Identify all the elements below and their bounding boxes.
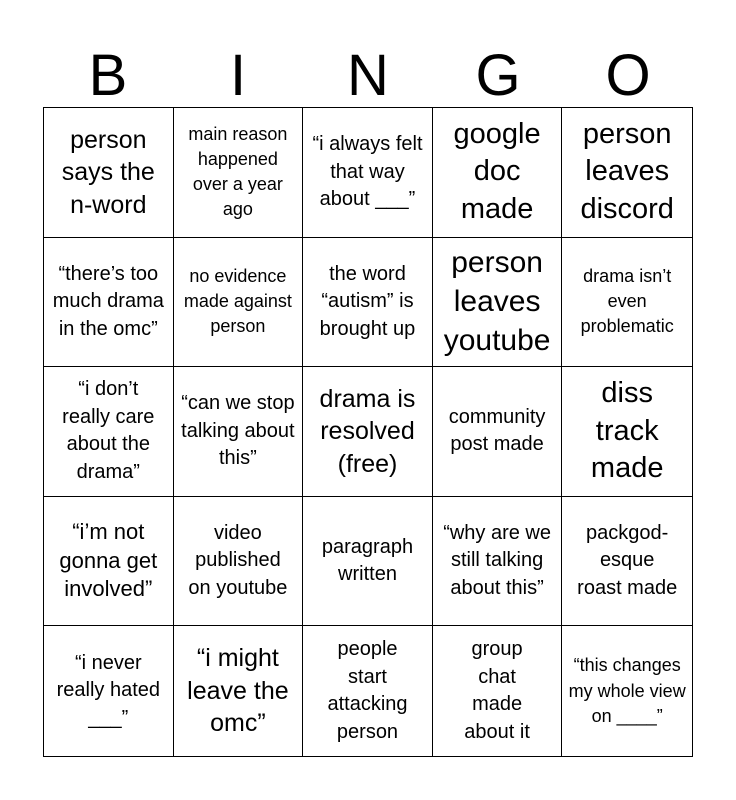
bingo-cell-r1-c3[interactable] [303,108,433,238]
bingo-cell-r2-c1[interactable] [44,238,174,368]
bingo-cell-r5-c1[interactable] [44,626,174,756]
cell-text: person says the n-word [61,125,155,219]
cell-text: “i always felt that way about ___” [312,132,423,211]
cell-text: “can we stop talking about this” [181,392,295,470]
bingo-cell-r4-c3[interactable] [303,497,433,627]
header-letter-g: G [475,43,521,108]
cell-text: the word “autism” is brought up [319,262,416,340]
header-letter-i: I [229,43,247,108]
cell-text: diss track made [590,376,664,485]
bingo-cell-r2-c5[interactable] [562,238,692,368]
bingo-cell-r1-c1[interactable] [44,108,174,238]
cell-text: google doc made [453,117,541,226]
cell-text: drama isn’t even problematic [580,266,674,337]
cell-text: packgod-esque roast made [577,521,678,599]
bingo-cell-r5-c4[interactable] [433,626,563,756]
cell-text: group chat made about it [464,638,530,743]
cell-text: “why are we still talking about this” [443,521,551,599]
bingo-cell-r1-c2[interactable] [174,108,304,238]
bingo-cell-r3-c5[interactable] [562,367,692,497]
cell-text: main reason happened over a year ago [188,123,288,220]
cell-text: paragraph written [321,535,414,586]
bingo-cell-r3-c2[interactable] [174,367,304,497]
cell-text: people start attacking person [327,638,408,743]
cell-text: “there’s too much drama in the omc” [52,262,164,340]
cell-text: “i’m not gonna get involved” [59,519,158,602]
bingo-grid [43,107,693,757]
header-letter-n: N [347,43,389,108]
cell-text: drama is resolved (free) [319,384,416,478]
cell-text: “i might leave the omc” [187,644,289,738]
cell-text: “i never really hated ___” [56,651,160,729]
bingo-cell-r3-c3[interactable] [303,367,433,497]
cell-text: person leaves discord [580,117,674,226]
cell-text: video published on youtube [188,521,288,599]
cell-text: “this changes my whole view on ____” [568,655,686,726]
bingo-cell-r1-c4[interactable] [433,108,563,238]
bingo-cell-r3-c4[interactable] [433,367,563,497]
cell-text: community post made [448,405,546,456]
bingo-header [43,44,693,108]
header-letter-b: B [88,43,128,108]
cell-text: no evidence made against person [183,266,292,337]
cell-text: “i don’t really care about the drama” [62,378,155,484]
bingo-cell-r3-c1[interactable] [44,367,174,497]
cell-text: person leaves youtube [443,246,551,358]
bingo-cell-r5-c5[interactable] [562,626,692,756]
bingo-cell-r5-c3[interactable] [303,626,433,756]
bingo-cell-r4-c4[interactable] [433,497,563,627]
bingo-cell-r4-c1[interactable] [44,497,174,627]
bingo-cell-r4-c5[interactable] [562,497,692,627]
bingo-cell-r1-c5[interactable] [562,108,692,238]
bingo-cell-r2-c3[interactable] [303,238,433,368]
header-letter-o: O [605,43,651,108]
bingo-cell-r4-c2[interactable] [174,497,304,627]
bingo-cell-r2-c4[interactable] [433,238,563,368]
bingo-cell-r2-c2[interactable] [174,238,304,368]
bingo-cell-r5-c2[interactable] [174,626,304,756]
